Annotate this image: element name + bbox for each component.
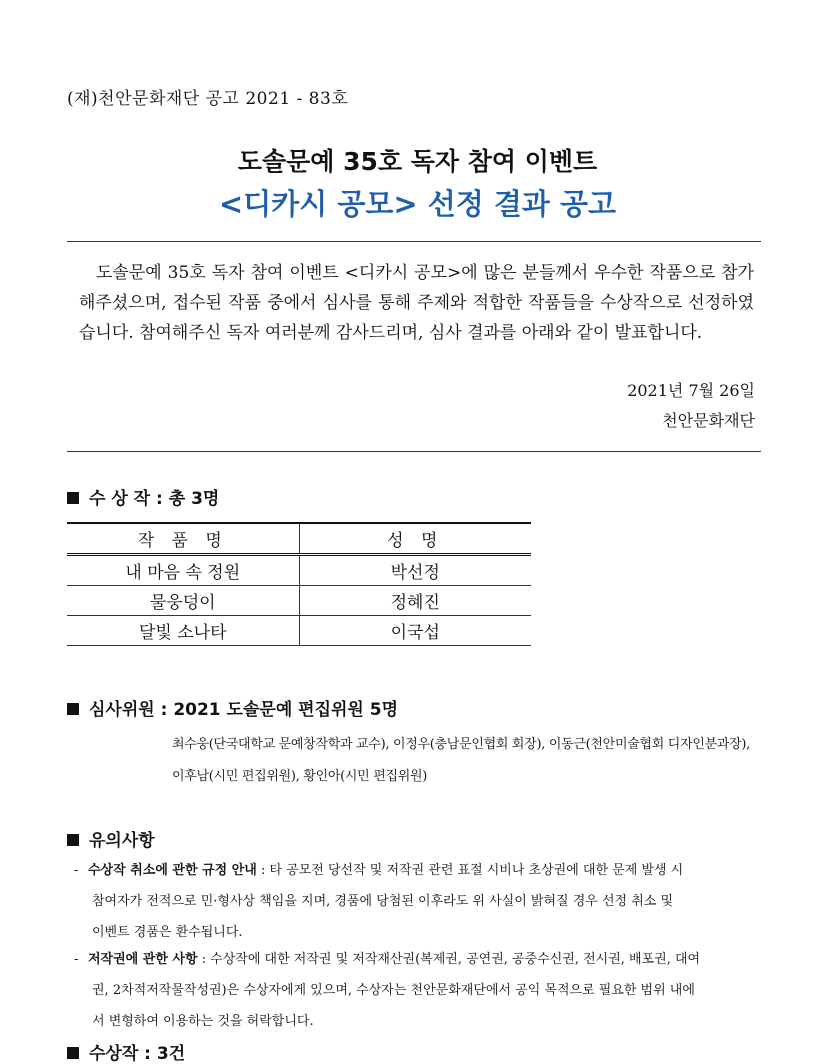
table-row [67, 555, 531, 586]
square-bullet-icon [67, 834, 79, 846]
notice-number: (재)천안문화재단 공고 2021 - 83호 [67, 89, 349, 109]
intro-text: 도솔문예 35호 독자 참여 이벤트 <디카시 공모>에 많은 분들께서 우수한 작품으로 참가해주셨으며, 접수된 작품 중에서 심사를 통해 주제와 적합한 작품들을 수상작으로 선정하였습니다. 참여해주신 독자 여러분께 감사드리며, 심사 결과를 아래와 같이 발표합니다. [79, 263, 754, 343]
notes-heading [67, 826, 155, 851]
judges-heading [67, 695, 398, 720]
winners-heading [67, 1039, 185, 1064]
notes-heading-text: 유의사항 [89, 831, 155, 851]
note-line: 권, 2차적저작물작성권)은 수상자에게 있으며, 수상자는 천안문화재단에서 공익 목적으로 필요한 범위 내에 [92, 983, 695, 998]
awards-heading [67, 484, 219, 509]
note-title: 수상작 취소에 관한 규정 안내 [88, 863, 257, 878]
col-work-header: 작 품 명 [67, 523, 299, 555]
intro-paragraph [79, 258, 754, 348]
winner-name: 정혜진 [299, 586, 531, 616]
notice-date: 2021년 7월 26일 [627, 381, 755, 400]
title-line-2: <디카시 공모> 선정 결과 공고 [218, 187, 617, 221]
judges-heading-text: 심사위원 : 2021 도솔문예 편집위원 5명 [89, 700, 399, 720]
note-item-cancellation [74, 855, 764, 948]
note-line: 서 변형하여 이용하는 것을 허락합니다. [92, 1014, 314, 1029]
table-row [67, 616, 531, 646]
col-name-header: 성 명 [299, 523, 531, 555]
work-title: 물웅덩이 [67, 586, 299, 616]
work-title: 달빛 소나타 [67, 616, 299, 646]
dash-bullet: - [74, 952, 79, 967]
note-line: 참여자가 전적으로 민·형사상 책임을 지며, 경품에 당첨된 이후라도 위 사실이 밝혀질 경우 선정 취소 및 [92, 894, 673, 909]
title-line-1: 도솔문예 35호 독자 참여 이벤트 [237, 147, 598, 176]
note-text: : 수상작에 대한 저작권 및 저작재산권(복제권, 공연권, 공중수신권, 전시권, 배포권, 대여 [197, 952, 701, 967]
note-title: 저작권에 관한 사항 [88, 952, 198, 967]
work-title: 내 마음 속 정원 [67, 555, 299, 586]
judges-line-1: 최수웅(단국대학교 문예창작학과 교수), 이정우(충남문인협회 회장), 이동근(천안미술협회 디자인분과장), [172, 737, 750, 752]
note-text: : 타 공모전 당선작 및 저작권 관련 표절 시비나 초상권에 대한 문제 발생 시 [256, 863, 684, 878]
square-bullet-icon [67, 492, 79, 504]
winner-name: 이국섭 [299, 616, 531, 646]
awards-table [67, 522, 531, 646]
note-item-copyright [74, 944, 764, 1037]
organization-name: 천안문화재단 [662, 411, 755, 430]
square-bullet-icon [67, 1047, 79, 1059]
table-row [67, 586, 531, 616]
awards-heading-text: 수 상 작 : 총 3명 [89, 489, 220, 509]
square-bullet-icon [67, 703, 79, 715]
note-line: 이벤트 경품은 환수됩니다. [92, 925, 243, 940]
winners-heading-text: 수상작 : 3건 [89, 1044, 186, 1064]
judges-line-2: 이후남(시민 편집위원), 황인아(시민 편집위원) [172, 769, 428, 784]
winner-name: 박선정 [299, 555, 531, 586]
note-line [74, 855, 764, 886]
table-header-row [67, 523, 531, 555]
dash-bullet: - [74, 863, 79, 878]
divider-bottom [67, 451, 761, 452]
divider-top [67, 241, 761, 242]
note-line [74, 944, 764, 975]
